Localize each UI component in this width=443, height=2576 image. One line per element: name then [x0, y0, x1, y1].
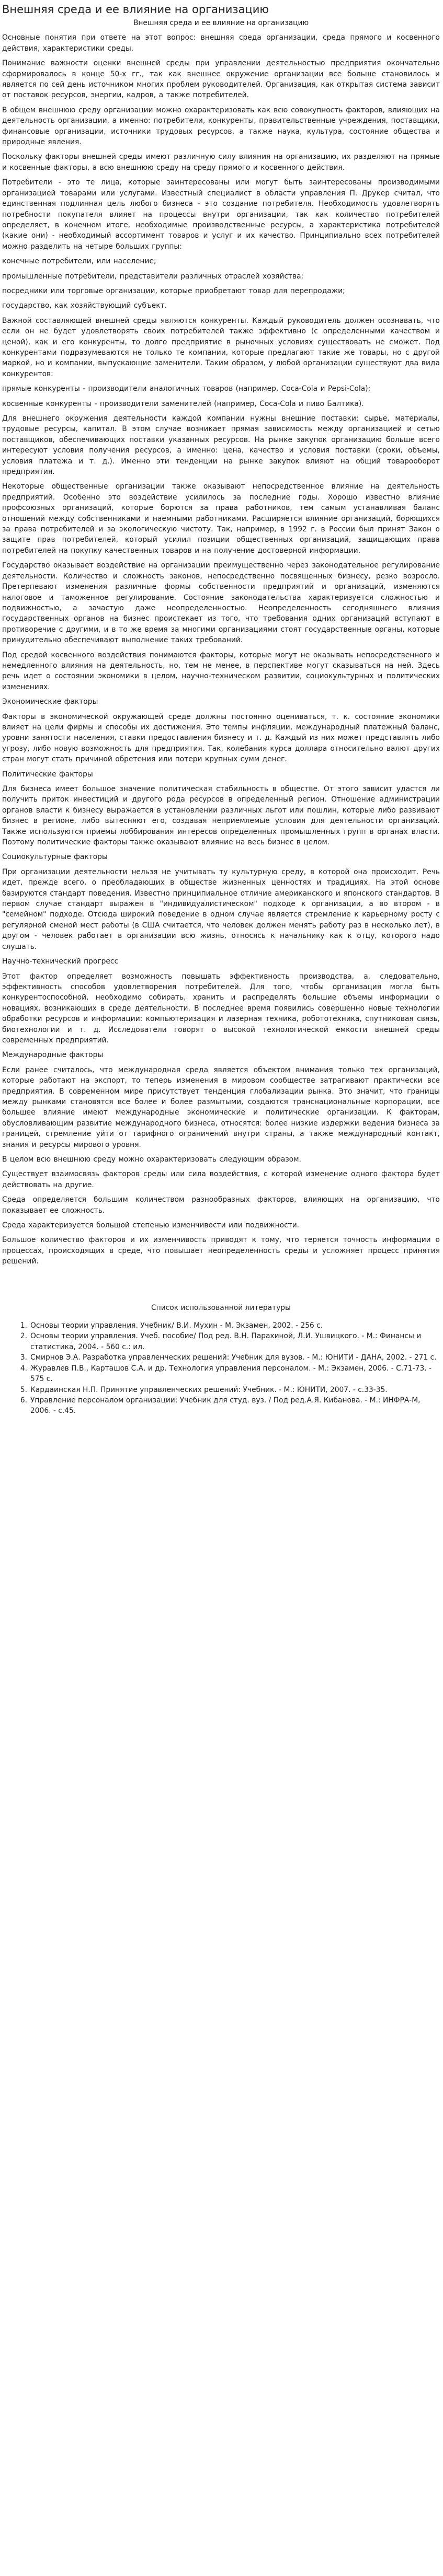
body-paragraph: Среда характеризуется большой степенью изменчивости или подвижности. [2, 1221, 300, 1230]
reference-number: 2. [20, 1332, 27, 1341]
section-heading: Научно-технический прогресс [2, 957, 119, 966]
section-heading: Экономические факторы [2, 698, 98, 706]
reference-text: Кардаинская Н.П. Принятие управленческих решений: Учебник. - М.: ЮНИТИ, 2007. - с.33-35. [30, 1385, 388, 1394]
reference-number: 4. [20, 1364, 27, 1373]
reference-item [20, 1320, 440, 1331]
body-paragraph: В целом всю внешнюю среду можно охарактеризовать следующим образом. [2, 1155, 301, 1164]
body-paragraph: Среда определяется большим количеством разнообразных факторов, влияющих на организацию, что показывает ее сложность. [2, 1196, 440, 1215]
references-list [2, 1320, 440, 1417]
reference-item [20, 1331, 440, 1352]
reference-item [20, 1385, 440, 1395]
body-paragraph: прямые конкуренты - производители аналогичных товаров (например, Coca-Cola и Pepsi-Cola); [2, 385, 371, 393]
body-paragraph: В общем внешнюю среду организации можно охарактеризовать как всю совокупность факторов, влияющих на деятельность организации, а именно: потребители, конкуренты, правительственные учреждения, поставщики, финансовые организации, источники трудовых ресурсов, а также наука, культура, состояние общества и природные явления. [2, 106, 440, 147]
body-paragraph: Этот фактор определяет возможность повышать эффективность производства, а, следовательно, эффективность способов удовлетворения потребителей. Для того, чтобы организация могла быть конкурентоспособной, необходимо собирать, хранить и распределять большие объемы информации о новациях, возникающих в среде деятельности. В последнее время появились совершенно новые технологии обработки ресурсов и информации: компьютеризация и лазерная техника, робототехника, спутниковая связь, биотехнологии и т. д. Исследователи говорят о высокой технологической емкости внешней среды современных предприятий. [2, 972, 440, 1045]
reference-number: 1. [20, 1321, 27, 1330]
body-paragraph: Потребители - это те лица, которые заинтересованы или могут быть заинтересованы производимыми организацией товарами или услугами. Известный специалист в области управления П. Друкер считал, что единственная подлинная цель любого бизнеса - это создание потребителя. Необходимость удовлетворять потребности покупателя влияет на процессы внутри организации, так как количество потребителей определяет, в конечном итоге, необходимые производственные ресурсы, а характеристика потребителей (какие они) - необходимый ассортимент товаров и услуг и их качество. Принципиально всех потребителей можно разделить на четыре больших группы: [2, 178, 440, 251]
body-paragraph: Под средой косвенного воздействия понимаются факторы, которые могут не оказывать непосредственного и немедленного влияния на деятельность, но, тем не менее, в перспективе могут сказываться на ней. Здесь речь идет о состоянии экономики в целом, научно-техническом развитии, социокультурных и политических изменениях. [2, 651, 440, 691]
page-title: Внешняя среда и ее влияние на организацию [2, 3, 269, 16]
body-paragraph: конечные потребители, или население; [2, 257, 156, 266]
body-paragraph: Для внешнего окружения деятельности каждой компании нужны внешние поставки: сырье, материалы, трудовые ресурсы, капитал. В этом случае возникает прямая зависимость между организацией и сетью поставщиков, обеспечивающих поставки указанных ресурсов. На рынке закупок организацию больше всего интересуют условия получения ресурсов, а именно: цена, качество и условия поставки (сроки, объемы, условия платежа и т. д.). Именно эти тенденции на рынке закупок влияют на общий товарооборот предприятия. [2, 414, 440, 477]
body-paragraph: косвенные конкуренты - производители заменителей (например, Coca-Cola и пиво Балтика). [2, 399, 364, 408]
body-paragraph: государство, как хозяйствующий субъект. [2, 301, 167, 310]
document-body [2, 32, 440, 1267]
reference-text: Управление персоналом организации: Учебник для студ. вуз. / Под ред.А.Я. Кибанова. - М.: ИНФРА-М, 2006. - с.45. [30, 1396, 421, 1415]
reference-text: Смирнов Э.А. Разработка управленческих решений: Учебник для вузов. - М.: ЮНИТИ - ДАНА, 2002. - 271 с. [30, 1353, 437, 1362]
body-paragraph: Основные понятия при ответе на этот вопрос: внешняя среда организации, среда прямого и косвенного действия, характеристики среды. [2, 33, 440, 53]
body-paragraph: посредники или торговые организации, которые приобретают товар для перепродажи; [2, 286, 345, 295]
reference-number: 5. [20, 1385, 27, 1394]
body-paragraph: Существует взаимосвязь факторов среды или сила воздействия, с которой изменение одного фактора будет действовать на другие. [2, 1170, 440, 1189]
section-spacer [2, 1271, 440, 1303]
body-paragraph: Некоторые общественные организации также оказывают непосредственное влияние на деятельность предприятий. Особенно это воздействие усилилось за последние годы. Хорошо известно влияние профсоюзных организаций, которые борются за права работников, тем самым устанавливая баланс отношений между собственниками и наемными работниками. Расширяется влияние организаций, борющихся за права потребителей и за экологическую чистоту. Так, например, в 1992 г. в России был принят Закон о защите прав потребителей, который усилил позиции общественных организаций, защищающих права потребителей на покупку качественных товаров и на получение достоверной информации. [2, 482, 440, 555]
section-heading: Социокультурные факторы [2, 853, 108, 862]
body-paragraph: Для бизнеса имеет большое значение политическая стабильность в обществе. От этого зависит удастся ли получить приток инвестиций и другого рода ресурсов в определенный регион. Отношение администрации органов власти к бизнесу выражается в установлении различных льгот или пошлин, которые либо развивают бизнес в регионе, либо вытесняют его, создавая неприемлемые условия для деятельности организаций. Также используются приемы лоббирования интересов определенных промышленных групп в органах власти. Поэтому политические факторы также оказывают влияние на весь бизнес в целом. [2, 785, 440, 847]
body-paragraph: Факторы в экономической окружающей среде должны постоянно оцениваться, т. к. состояние экономики влияет на цели фирмы и способы их достижения. Это темпы инфляции, международный платежный баланс, уровни занятости населения, ставки предоставления бизнесу и т. д. Каждый из них может представлять либо угрозу, либо новую возможность для предприятия. Так, колебания курса доллара относительно валют других стран могут стать причиной обретения или потери крупных сумм денег. [2, 712, 440, 764]
body-paragraph: Государство оказывает воздействие на организации преимущественно через законодательное регулирование деятельности. Количество и сложность законов, непосредственно посвященных бизнесу, резко возросло. Претерпевают изменения различные формы собственности предприятий и организаций, изменяются налоговое и таможенное регулирование. Состояние законодательства характеризуется сложностью и подвижностью, а зачастую даже неопределенностью. Неопределенность сегодняшнего влияния государственных органов на бизнес проистекает из того, что требования одних организаций вступают в противоречие с другими, и в то же время за многими организациями стоят государственные органы, которые принудительно обеспечивают выполнение таких требований. [2, 561, 440, 645]
reference-text: Основы теории управления. Учебник/ В.И. Мухин - М. Экзамен, 2002. - 256 с. [30, 1321, 323, 1330]
reference-item [20, 1352, 440, 1363]
body-paragraph: Поскольку факторы внешней среды имеют различную силу влияния на организацию, их разделяют на прямые и косвенные факторы, а всю внешнюю среду на среду прямого и косвенного действия. [2, 153, 440, 172]
body-paragraph: Большое количество факторов и их изменчивость приводят к тому, что теряется точность информации о процессах, происходящих в среде, что повышает неопределенность среды и усложняет процесс принятия решений. [2, 1236, 440, 1266]
body-paragraph: Понимание важности оценки внешней среды при управлении деятельностью предприятия окончательно сформировалось в конце 50-х гг., так как внешнее окружение организации все больше становилось и является по сей день источником многих проблем руководителей. Организация, как открытая система зависит от поставок ресурсов, энергии, кадров, а также потребителей. [2, 59, 440, 100]
reference-text: Журавлев П.В., Карташов С.А. и др. Технология управления персоналом. - М.: Экзамен, 2006. - С.71-73. - 575 с. [30, 1364, 431, 1384]
body-paragraph: При организации деятельности нельзя не учитывать ту культурную среду, в которой она происходит. Речь идет, прежде всего, о преобладающих в обществе жизненных ценностях и традициях. На этой основе базируются стандарт поведения. Известно принципиальное отличие американского и японского стандартов. В первом случае стандарт выражен в "индивидуалистическом" подходе к организации, а во втором - в "семейном" подходе. Отсюда широкий поведение в одном случае является стремление к карьерному росту с регулярной сменой мест работы (в США считается, что человек должен менять работу раз в несколько лет), в другом - человек работает в организации всю жизнь, относясь к начальнику как к отцу, которого надо слушать. [2, 867, 440, 951]
section-heading: Международные факторы [2, 1051, 104, 1060]
body-paragraph: промышленные потребители, представители различных отраслей хозяйства; [2, 272, 304, 281]
section-heading: Политические факторы [2, 770, 93, 779]
reference-item [20, 1395, 440, 1417]
document-subtitle: Внешняя среда и ее влияние на организацию [133, 19, 309, 27]
reference-text: Основы теории управления. Учеб. пособие/ Под ред. В.Н. Парахиной, Л.И. Ушвицкого. - М.: Финансы и статистика, 2004. - 560 с.: ил. [30, 1332, 422, 1351]
references-title: Список использованной литературы [151, 1303, 291, 1312]
reference-number: 3. [20, 1353, 27, 1362]
body-paragraph: Важной составляющей внешней среды являются конкуренты. Каждый руководитель должен осознавать, что если он не будет удовлетворять своих потребителей также эффективно (с определенными качеством и ценой), как и его конкуренты, то долго предприятие в рыночных условиях существовать не сможет. Под конкурентами подразумеваются не только те компании, которые предлагают такие же товары, но с другой маркой, но и компании, выпускающие заменители. Таким образом, у любой организации существуют два вида конкурентов: [2, 316, 440, 378]
reference-number: 6. [20, 1396, 27, 1405]
reference-item [20, 1363, 440, 1385]
body-paragraph: Если ранее считалось, что международная среда является объектом внимания только тех организаций, которые работают на экспорт, то теперь изменения в мировом сообществе затрагивают практически все предприятия. В современном мире присутствует тенденция глобализации рынка. Это значит, что границы между рынками становятся все более и более размытыми, создаются транснациональные корпорации, все большее влияние имеют международные экономические и политические организации. К факторам, обусловливающим развитие международного бизнеса, относятся: более низкие издержки ведения бизнеса за границей, стремление уйти от тарифного ограничений внутри страны, а также международный контакт, знания и ресурсы мирового уровня. [2, 1065, 440, 1149]
